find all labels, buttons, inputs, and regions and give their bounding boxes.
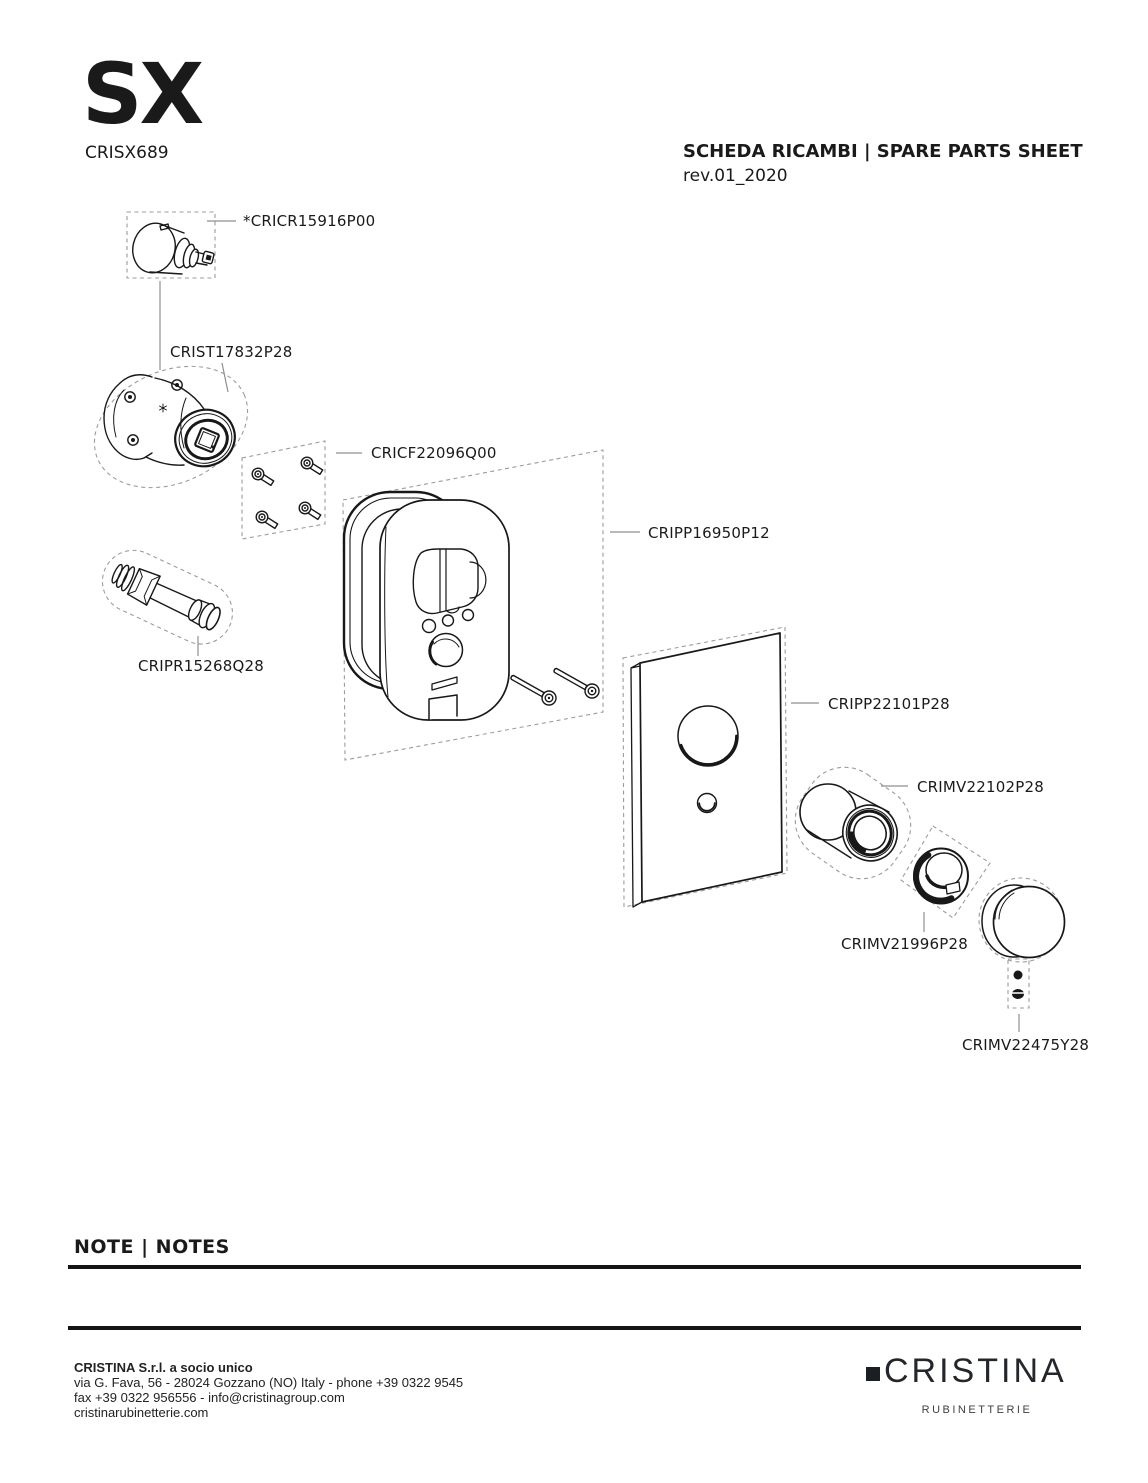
product-code: CRISX689: [85, 143, 169, 163]
revision: rev.01_2020: [683, 166, 788, 186]
notes-heading: NOTE | NOTES: [74, 1236, 230, 1258]
part-label-handle: CRIMV22475Y28: [962, 1036, 1090, 1054]
part-label-sleeve: CRIMV22102P28: [917, 778, 1044, 796]
part-label-outer-plate: CRIPP22101P28: [828, 695, 950, 713]
screw-set-drawing: [252, 457, 323, 528]
company-name: CRISTINA S.r.l. a socio unico: [74, 1360, 253, 1375]
part-label-inner-plate: CRIPP16950P12: [648, 524, 770, 542]
company-website: cristinarubinetterie.com: [74, 1405, 209, 1420]
notes-rule-bottom: [68, 1326, 1081, 1330]
part-label-ring: CRIMV21996P28: [841, 935, 968, 953]
part-label-cartridge: *CRICR15916P00: [243, 212, 376, 230]
cristina-logo-mark: [866, 1367, 880, 1381]
handle-drawing: [982, 885, 1065, 1000]
sheet-title: SCHEDA RICAMBI | SPARE PARTS SHEET: [683, 141, 1083, 162]
inner-plate-drawing: [344, 492, 599, 720]
part-label-diverter: CRIPR15268Q28: [138, 657, 264, 675]
series-logo: SX: [82, 45, 202, 143]
cartridge-drawing: [128, 219, 215, 278]
notes-rule-top: [68, 1265, 1081, 1269]
part-label-valve-body: CRIST17832P28: [170, 343, 293, 361]
dashed-outlines: [75, 212, 1063, 1008]
outer-plate-drawing: [631, 633, 782, 907]
company-contacts: fax +39 0322 956556 - info@cristinagroup.com: [74, 1390, 345, 1405]
company-address: via G. Fava, 56 - 28024 Gozzano (NO) Italy - phone +39 0322 9545: [74, 1375, 464, 1390]
ring-drawing: [908, 843, 974, 909]
cristina-logo: CRISTINA: [884, 1352, 1067, 1390]
cristina-logo-subtitle: RUBINETTERIE: [921, 1404, 1033, 1416]
part-label-screw-set: CRICF22096Q00: [371, 444, 497, 462]
footer-block: [74, 1360, 463, 1420]
sleeve-drawing: [800, 784, 906, 870]
diverter-drawing: [108, 558, 225, 635]
